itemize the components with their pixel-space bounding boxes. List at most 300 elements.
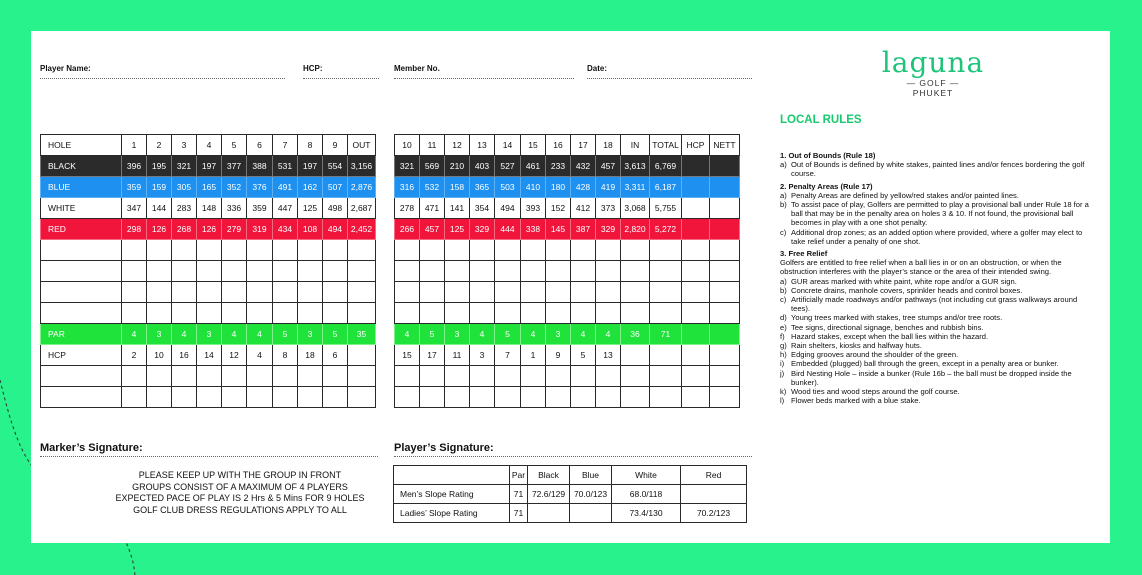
score-cell[interactable]	[596, 282, 621, 303]
yardage-cell: 125	[298, 198, 323, 219]
score-cell[interactable]	[172, 303, 197, 324]
row-label	[41, 240, 122, 261]
score-cell[interactable]	[122, 240, 147, 261]
yardage-cell: 298	[122, 219, 147, 240]
rule-item-marker: g)	[780, 341, 787, 351]
score-cell[interactable]	[682, 261, 710, 282]
logo-golf: — GOLF —	[906, 78, 960, 88]
score-cell[interactable]	[470, 387, 495, 408]
score-cell[interactable]	[298, 366, 323, 387]
score-cell[interactable]	[273, 282, 298, 303]
rule-item-marker: d)	[780, 313, 787, 323]
score-cell[interactable]	[546, 366, 571, 387]
score-cell[interactable]	[247, 387, 273, 408]
score-cell[interactable]	[682, 177, 710, 198]
score-cell[interactable]	[420, 240, 445, 261]
yardage-cell: 12	[222, 345, 247, 366]
score-cell[interactable]	[420, 366, 445, 387]
hole-header-cell: TOTAL	[650, 135, 682, 156]
rule-item-text: Flower beds marked with a blue stake.	[791, 396, 921, 406]
score-cell[interactable]	[222, 240, 247, 261]
score-cell[interactable]	[621, 303, 650, 324]
score-cell[interactable]	[521, 240, 546, 261]
local-rules-list	[780, 148, 1090, 405]
score-cell[interactable]	[222, 303, 247, 324]
score-cell[interactable]	[147, 240, 172, 261]
score-cell[interactable]	[323, 366, 348, 387]
score-cell[interactable]	[420, 303, 445, 324]
score-cell[interactable]	[495, 261, 521, 282]
score-cell[interactable]	[420, 387, 445, 408]
white-row	[41, 198, 376, 219]
rule-item-text: Hazard stakes, except when the ball lies within the hazard.	[791, 331, 989, 341]
score-cell[interactable]	[172, 261, 197, 282]
score-cell[interactable]	[521, 387, 546, 408]
score-cell[interactable]	[273, 303, 298, 324]
red-row	[41, 219, 376, 240]
score-cell[interactable]	[147, 387, 172, 408]
score-cell[interactable]	[546, 303, 571, 324]
score-cell[interactable]	[495, 387, 521, 408]
hole-header-cell: 2	[147, 135, 172, 156]
yardage-cell: 144	[147, 198, 172, 219]
score-cell[interactable]	[420, 261, 445, 282]
score-cell[interactable]	[571, 303, 596, 324]
yardage-cell: 419	[596, 177, 621, 198]
score-cell[interactable]	[348, 303, 376, 324]
hole-header-cell: OUT	[348, 135, 376, 156]
rule-item-text: Tee signs, directional signage, benches and rubbish bins.	[791, 322, 984, 332]
yardage-cell: 17	[420, 345, 445, 366]
score-cell[interactable]	[495, 240, 521, 261]
score-cell[interactable]	[521, 261, 546, 282]
score-cell[interactable]	[298, 240, 323, 261]
score-cell[interactable]	[682, 324, 710, 345]
yardage-cell: 3	[470, 345, 495, 366]
score-cell[interactable]	[247, 303, 273, 324]
slope-cell	[681, 485, 747, 504]
hole-header-cell: 12	[445, 135, 470, 156]
score-cell[interactable]	[470, 240, 495, 261]
player-signature-line[interactable]	[394, 456, 752, 457]
yardage-cell: 4	[247, 345, 273, 366]
score-cell[interactable]	[197, 387, 222, 408]
score-cell[interactable]	[247, 240, 273, 261]
score-cell[interactable]	[445, 366, 470, 387]
yardage-cell: 321	[395, 156, 420, 177]
row-label	[41, 303, 122, 324]
yardage-cell: 145	[546, 219, 571, 240]
score-cell[interactable]	[470, 261, 495, 282]
score-cell[interactable]	[682, 219, 710, 240]
score-cell[interactable]	[395, 261, 420, 282]
rule-item	[780, 332, 1090, 341]
hcp-field[interactable]	[303, 64, 323, 73]
yardage-cell: 3	[298, 324, 323, 345]
score-cell[interactable]	[470, 366, 495, 387]
rule-item-text: To assist pace of play, Golfers are permitted to play a provisional ball under Rule 18 for a ball that may be in the penalty area on holes 3 & 10. If not found, the provisional ball becomes in play with a one shot penalty.	[791, 200, 1089, 228]
slope-row-label: Ladies’ Slope Rating	[394, 504, 510, 523]
slope-row	[394, 485, 747, 504]
score-cell[interactable]	[197, 303, 222, 324]
score-cell[interactable]	[710, 303, 740, 324]
empty-row	[395, 282, 740, 303]
yardage-cell: 5	[420, 324, 445, 345]
hole-header-cell: 1	[122, 135, 147, 156]
par-row	[395, 324, 740, 345]
score-cell[interactable]	[445, 387, 470, 408]
yardage-cell: 412	[571, 198, 596, 219]
local-rules-title: LOCAL RULES	[780, 114, 862, 126]
rule-intro: Golfers are entitled to free relief when a ball lies in or on an obstruction, or when the obstruction interferes with the player’s stance or the area of their intended swing.	[780, 258, 1062, 277]
slope-cell: 68.0/118	[612, 485, 681, 504]
blue-row	[41, 177, 376, 198]
date-label: Date:	[587, 64, 608, 73]
hole-header-cell: 5	[222, 135, 247, 156]
score-cell[interactable]	[495, 366, 521, 387]
score-cell[interactable]	[596, 387, 621, 408]
yardage-cell: 3	[445, 324, 470, 345]
yardage-cell: 2,876	[348, 177, 376, 198]
yardage-cell: 365	[470, 177, 495, 198]
score-cell[interactable]	[147, 366, 172, 387]
yardage-cell: 491	[273, 177, 298, 198]
score-cell[interactable]	[546, 261, 571, 282]
yardage-cell: 11	[445, 345, 470, 366]
score-cell[interactable]	[710, 282, 740, 303]
score-cell[interactable]	[710, 240, 740, 261]
score-cell[interactable]	[348, 282, 376, 303]
score-cell[interactable]	[650, 261, 682, 282]
score-cell[interactable]	[122, 303, 147, 324]
rule-item-marker: a)	[780, 276, 787, 286]
score-cell[interactable]	[445, 282, 470, 303]
yardage-cell: 152	[546, 198, 571, 219]
score-cell[interactable]	[147, 303, 172, 324]
yardage-cell: 347	[122, 198, 147, 219]
score-cell[interactable]	[172, 387, 197, 408]
score-cell[interactable]	[222, 387, 247, 408]
score-cell[interactable]	[650, 282, 682, 303]
score-cell[interactable]	[682, 366, 710, 387]
score-cell[interactable]	[596, 303, 621, 324]
rule-item	[780, 369, 1090, 387]
slope-cell: 71	[510, 504, 528, 523]
score-cell[interactable]	[323, 240, 348, 261]
slope-row-label: Men’s Slope Rating	[394, 485, 510, 504]
marker-signature-label: Marker’s Signature:	[40, 442, 143, 454]
rule-item	[780, 350, 1090, 359]
hole-header-cell: 8	[298, 135, 323, 156]
laguna-golf-logo	[878, 48, 988, 98]
score-cell[interactable]	[197, 366, 222, 387]
score-cell[interactable]	[247, 261, 273, 282]
score-cell[interactable]	[650, 387, 682, 408]
score-cell[interactable]	[197, 240, 222, 261]
yardage-cell: 5	[273, 324, 298, 345]
score-cell[interactable]	[682, 240, 710, 261]
score-cell[interactable]	[323, 387, 348, 408]
yardage-cell: 266	[395, 219, 420, 240]
score-cell[interactable]	[650, 345, 682, 366]
yardage-cell: 494	[323, 219, 348, 240]
score-cell[interactable]	[571, 387, 596, 408]
score-cell[interactable]	[596, 240, 621, 261]
score-cell[interactable]	[395, 303, 420, 324]
rule-item-marker: c)	[780, 295, 787, 305]
score-cell[interactable]	[122, 366, 147, 387]
score-cell[interactable]	[445, 303, 470, 324]
yardage-cell: 5	[571, 345, 596, 366]
score-cell[interactable]	[395, 387, 420, 408]
date-field[interactable]	[587, 64, 607, 73]
yardage-cell: 126	[147, 219, 172, 240]
yardage-cell: 376	[247, 177, 273, 198]
yardage-cell: 410	[521, 177, 546, 198]
score-cell[interactable]	[395, 282, 420, 303]
score-cell[interactable]	[621, 240, 650, 261]
yardage-cell: 165	[197, 177, 222, 198]
score-cell[interactable]	[621, 261, 650, 282]
score-cell[interactable]	[710, 156, 740, 177]
player-name-field[interactable]	[40, 64, 91, 73]
score-cell[interactable]	[273, 240, 298, 261]
score-cell[interactable]	[172, 240, 197, 261]
yardage-cell: 210	[445, 156, 470, 177]
score-cell[interactable]	[298, 387, 323, 408]
score-cell[interactable]	[247, 282, 273, 303]
score-cell[interactable]	[323, 282, 348, 303]
rule-item	[780, 228, 1090, 246]
score-cell[interactable]	[621, 387, 650, 408]
row-label: BLUE	[41, 177, 122, 198]
rule-item	[780, 295, 1090, 313]
score-cell[interactable]	[682, 387, 710, 408]
score-cell[interactable]	[298, 261, 323, 282]
yardage-cell: 393	[521, 198, 546, 219]
rule-item-text: Embedded (plugged) ball through the green, except in a penalty area or bunker.	[791, 359, 1059, 369]
hole-header-cell: 17	[571, 135, 596, 156]
score-cell[interactable]	[682, 282, 710, 303]
yardage-cell: 336	[222, 198, 247, 219]
slope-cell: 71	[510, 485, 528, 504]
yardage-cell: 352	[222, 177, 247, 198]
score-cell[interactable]	[222, 261, 247, 282]
marker-signature-line[interactable]	[40, 456, 378, 457]
empty-row	[41, 366, 376, 387]
yardage-cell: 148	[197, 198, 222, 219]
score-cell[interactable]	[521, 282, 546, 303]
pace-line: GOLF CLUB DRESS REGULATIONS APPLY TO ALL	[133, 504, 347, 515]
score-cell[interactable]	[445, 240, 470, 261]
rule-heading: 1. Out of Bounds (Rule 18)	[780, 151, 876, 160]
yardage-cell: 316	[395, 177, 420, 198]
rule-item-text: Wood ties and wood steps around the golf course.	[791, 387, 960, 397]
yardage-cell: 3,156	[348, 156, 376, 177]
score-cell[interactable]	[710, 387, 740, 408]
yardage-cell: 180	[546, 177, 571, 198]
score-cell[interactable]	[420, 282, 445, 303]
score-cell[interactable]	[571, 240, 596, 261]
score-cell[interactable]	[621, 282, 650, 303]
yardage-cell: 428	[571, 177, 596, 198]
yardage-cell: 471	[420, 198, 445, 219]
score-cell[interactable]	[621, 366, 650, 387]
score-cell[interactable]	[495, 282, 521, 303]
rule-item-marker: i)	[780, 359, 785, 369]
yardage-cell: 461	[521, 156, 546, 177]
score-cell[interactable]	[273, 261, 298, 282]
hole-header-cell: 18	[596, 135, 621, 156]
rule-item	[780, 313, 1090, 322]
yardage-cell: 197	[197, 156, 222, 177]
score-cell[interactable]	[596, 366, 621, 387]
score-cell[interactable]	[710, 366, 740, 387]
score-cell[interactable]	[521, 303, 546, 324]
score-cell[interactable]	[172, 282, 197, 303]
slope-cell: 70.2/123	[681, 504, 747, 523]
rule-item-text: Rain shelters, kiosks and halfway huts.	[791, 341, 922, 351]
score-cell[interactable]	[323, 261, 348, 282]
white-row	[395, 198, 740, 219]
score-cell[interactable]	[348, 345, 376, 366]
member-no-field[interactable]	[394, 64, 440, 73]
score-cell[interactable]	[197, 282, 222, 303]
row-label: HCP	[41, 345, 122, 366]
score-cell[interactable]	[521, 366, 546, 387]
hole-header-cell: 9	[323, 135, 348, 156]
front-nine-table	[40, 134, 376, 408]
score-cell[interactable]	[323, 303, 348, 324]
score-cell[interactable]	[445, 261, 470, 282]
rule-item	[780, 277, 1090, 286]
score-cell[interactable]	[710, 219, 740, 240]
score-cell[interactable]	[682, 156, 710, 177]
score-cell[interactable]	[298, 303, 323, 324]
rule-item-marker: a)	[780, 190, 787, 200]
score-cell[interactable]	[348, 240, 376, 261]
score-cell[interactable]	[682, 198, 710, 219]
score-cell[interactable]	[546, 282, 571, 303]
yardage-cell: 494	[495, 198, 521, 219]
yardage-cell: 531	[273, 156, 298, 177]
score-cell[interactable]	[122, 282, 147, 303]
score-cell[interactable]	[147, 261, 172, 282]
yardage-cell: 4	[395, 324, 420, 345]
slope-rating-table	[393, 465, 747, 523]
score-cell[interactable]	[710, 177, 740, 198]
score-cell[interactable]	[710, 324, 740, 345]
yardage-cell: 3,068	[621, 198, 650, 219]
hole-header-cell: HOLE	[41, 135, 122, 156]
empty-row	[41, 282, 376, 303]
score-cell[interactable]	[650, 366, 682, 387]
score-cell[interactable]	[348, 366, 376, 387]
score-cell[interactable]	[122, 261, 147, 282]
score-cell[interactable]	[495, 303, 521, 324]
yardage-cell: 233	[546, 156, 571, 177]
yardage-cell: 13	[596, 345, 621, 366]
yardage-cell: 432	[571, 156, 596, 177]
hole-header-cell: 6	[247, 135, 273, 156]
rule-item-text: Bird Nesting Hole – inside a bunker (Rule 16b – the ball must be dropped inside the bunker).	[791, 368, 1072, 387]
yardage-cell: 403	[470, 156, 495, 177]
yardage-cell: 498	[323, 198, 348, 219]
yardage-cell: 2,452	[348, 219, 376, 240]
pace-of-play-notice	[50, 470, 430, 516]
yardage-cell: 158	[445, 177, 470, 198]
empty-row	[41, 261, 376, 282]
hole-header-cell: 7	[273, 135, 298, 156]
yardage-cell: 5	[323, 324, 348, 345]
score-cell[interactable]	[222, 282, 247, 303]
rule-item-marker: h)	[780, 350, 787, 360]
yardage-cell: 4	[247, 324, 273, 345]
score-cell[interactable]	[122, 387, 147, 408]
yardage-cell: 6,769	[650, 156, 682, 177]
score-cell[interactable]	[197, 261, 222, 282]
score-cell[interactable]	[470, 303, 495, 324]
score-cell[interactable]	[273, 387, 298, 408]
hcp-row	[41, 345, 376, 366]
slope-cell: 70.0/123	[570, 485, 612, 504]
score-cell[interactable]	[571, 261, 596, 282]
rule-item-marker: e)	[780, 322, 787, 332]
yardage-cell: 4	[571, 324, 596, 345]
score-cell[interactable]	[172, 366, 197, 387]
yardage-cell: 359	[247, 198, 273, 219]
score-cell[interactable]	[298, 282, 323, 303]
score-cell[interactable]	[546, 387, 571, 408]
hole-header-cell: 4	[197, 135, 222, 156]
score-cell[interactable]	[395, 366, 420, 387]
yardage-cell: 377	[222, 156, 247, 177]
score-cell[interactable]	[273, 366, 298, 387]
score-cell[interactable]	[621, 345, 650, 366]
blue-row	[395, 177, 740, 198]
score-cell[interactable]	[348, 261, 376, 282]
score-cell[interactable]	[247, 366, 273, 387]
rule-item-text: Artificially made roadways and/or pathways (not including cut grass walkways around tees).	[791, 295, 1078, 314]
score-cell[interactable]	[571, 282, 596, 303]
score-cell[interactable]	[222, 366, 247, 387]
score-cell[interactable]	[682, 345, 710, 366]
score-cell[interactable]	[395, 240, 420, 261]
yardage-cell: 507	[323, 177, 348, 198]
score-cell[interactable]	[650, 303, 682, 324]
score-cell[interactable]	[147, 282, 172, 303]
rule-item	[780, 191, 1090, 200]
score-cell[interactable]	[710, 198, 740, 219]
yardage-cell: 5,755	[650, 198, 682, 219]
yardage-cell: 338	[521, 219, 546, 240]
score-cell[interactable]	[348, 387, 376, 408]
score-cell[interactable]	[596, 261, 621, 282]
empty-row	[395, 366, 740, 387]
score-cell[interactable]	[470, 282, 495, 303]
score-cell[interactable]	[710, 261, 740, 282]
score-cell[interactable]	[710, 345, 740, 366]
score-cell[interactable]	[682, 303, 710, 324]
score-cell[interactable]	[650, 240, 682, 261]
rule-item	[780, 396, 1090, 405]
slope-header-cell: Par	[510, 466, 528, 485]
score-cell[interactable]	[571, 366, 596, 387]
yardage-cell: 4	[521, 324, 546, 345]
rule-item-text: Out of Bounds is defined by white stakes, painted lines and/or fences bordering the golf course.	[791, 160, 1085, 179]
yardage-cell: 527	[495, 156, 521, 177]
score-cell[interactable]	[546, 240, 571, 261]
